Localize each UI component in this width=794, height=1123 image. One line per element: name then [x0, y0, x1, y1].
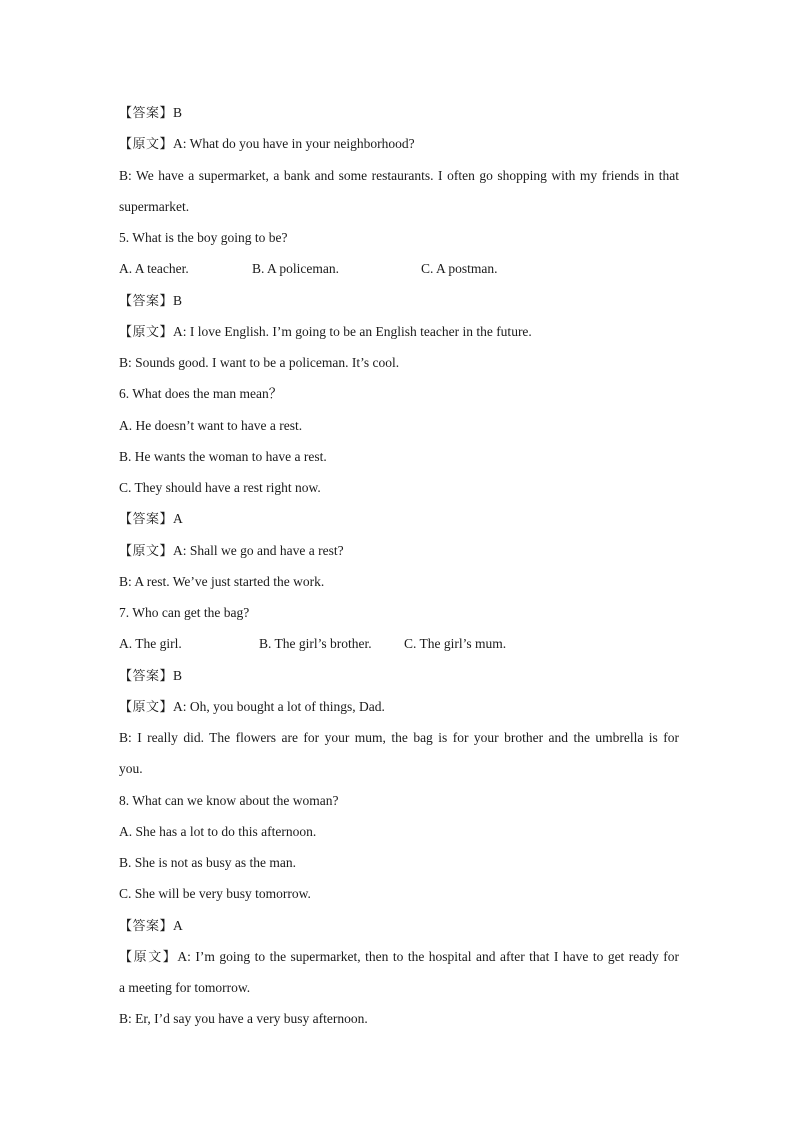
answer-value: A: [173, 917, 183, 933]
transcript-text: A: I love English. I’m going to be an English teacher in the future.: [173, 323, 532, 339]
option-b: B. A policeman.: [252, 261, 339, 277]
question-6: 6. What does the man mean？: [119, 386, 283, 402]
answer-line: [119, 660, 679, 691]
transcript-line: B: Er, I’d say you have a very busy afternoon.: [119, 1011, 368, 1027]
option-b: B. He wants the woman to have a rest.: [119, 448, 327, 464]
answer-line: [119, 503, 679, 534]
question-5-options: [119, 253, 679, 284]
answer-line: [119, 285, 679, 316]
transcript-text: A: I’m going to the supermarket, then to the hospital and after that I have to get ready for: [177, 948, 679, 964]
answer-value: B: [173, 667, 183, 683]
answer-label: 【答案】: [119, 918, 174, 934]
transcript-line: a meeting for tomorrow.: [119, 980, 251, 995]
transcript-line: B: A rest. We’ve just started the work.: [119, 573, 325, 589]
transcript-line: B: Sounds good. I want to be a policeman. It’s cool.: [119, 355, 400, 370]
answer-label: 【答案】: [119, 512, 174, 528]
question-7: 7. Who can get the bag?: [119, 605, 250, 620]
answer-label: 【答案】: [119, 106, 174, 121]
option-c: C. The girl’s mum.: [404, 636, 507, 652]
option-a: A. A teacher.: [119, 261, 189, 277]
option-a: A. The girl.: [119, 636, 182, 652]
answer-line: [119, 910, 679, 941]
question-8: 8. What can we know about the woman?: [119, 792, 339, 808]
answer-value: A: [173, 511, 183, 527]
transcript-line: [119, 691, 679, 722]
question-5: 5. What is the boy going to be?: [119, 230, 288, 245]
transcript-label: 【原文】: [119, 137, 174, 153]
document-content: [119, 97, 679, 1035]
answer-line: [119, 97, 679, 128]
transcript-line: [119, 316, 679, 347]
transcript-line: [119, 535, 679, 566]
question-7-options: [119, 628, 679, 659]
option-c: C. A postman.: [421, 261, 498, 277]
transcript-line: [119, 941, 679, 972]
transcript-label: 【原文】: [119, 324, 174, 340]
answer-label: 【答案】: [119, 293, 174, 309]
transcript-text: A: Shall we go and have a rest?: [173, 542, 344, 558]
answer-value: B: [173, 105, 183, 120]
option-b: B. The girl’s brother.: [259, 636, 372, 652]
transcript-line: B: I really did. The flowers are for your mum, the bag is for your brother and the umbrella is for: [119, 730, 679, 745]
transcript-label: 【原文】: [119, 949, 178, 965]
option-c: C. She will be very busy tomorrow.: [119, 886, 311, 902]
option-b: B. She is not as busy as the man.: [119, 855, 296, 870]
answer-label: 【答案】: [119, 668, 174, 684]
answer-value: B: [173, 292, 183, 308]
transcript-text: A: Oh, you bought a lot of things, Dad.: [173, 698, 385, 714]
transcript-line: you.: [119, 761, 143, 777]
transcript-line: [119, 128, 679, 159]
transcript-line: supermarket.: [119, 198, 190, 214]
transcript-text: A: What do you have in your neighborhood?: [173, 136, 415, 152]
option-a: A. She has a lot to do this afternoon.: [119, 823, 317, 839]
transcript-line: B: We have a supermarket, a bank and some restaurants. I often go shopping with my friends in that: [119, 167, 679, 183]
option-c: C. They should have a rest right now.: [119, 480, 321, 495]
transcript-label: 【原文】: [119, 699, 174, 715]
option-a: A. He doesn’t want to have a rest.: [119, 417, 303, 433]
transcript-label: 【原文】: [119, 543, 174, 559]
